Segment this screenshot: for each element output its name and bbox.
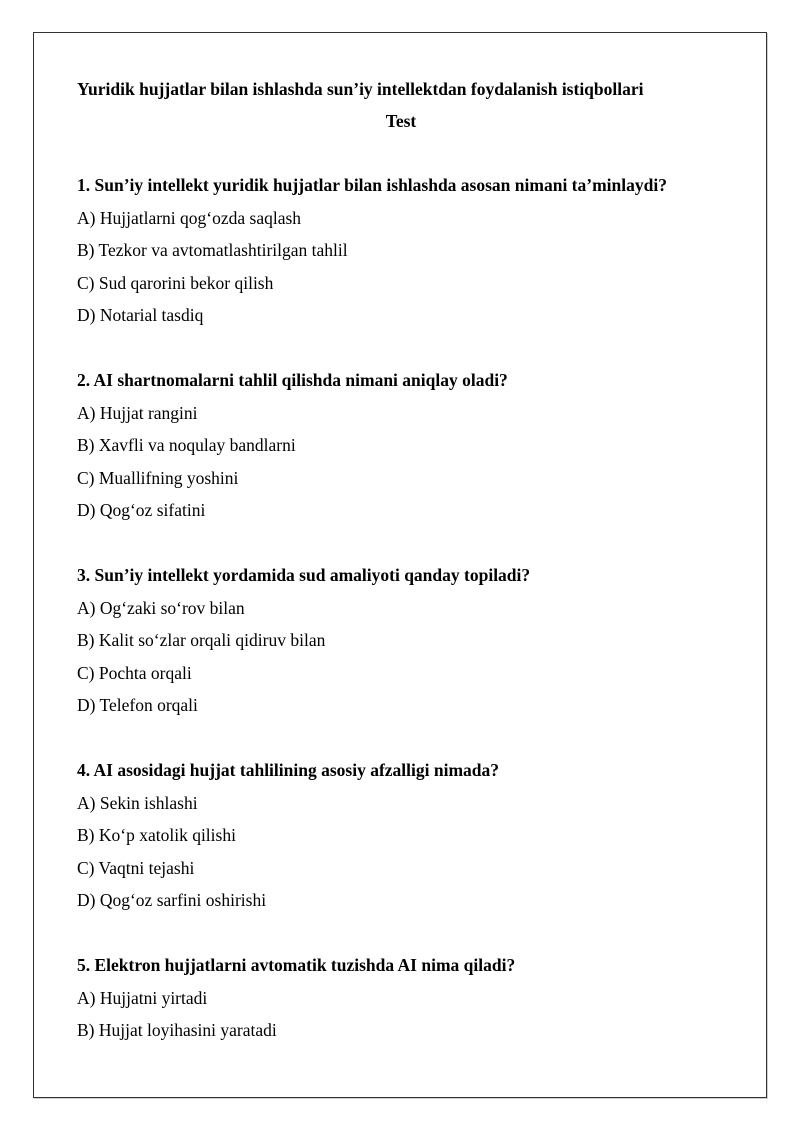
- document-title: Yuridik hujjatlar bilan ishlashda sun’iy intellektdan foydalanish istiqbollari: [77, 79, 644, 99]
- question-5: [77, 955, 766, 1053]
- question-4: [77, 760, 766, 923]
- question-1: [77, 175, 766, 338]
- option-c: C) Vaqtni tejashi: [77, 857, 195, 878]
- question-2: [77, 370, 766, 533]
- question-text: 1. Sun’iy intellekt yuridik hujjatlar bilan ishlashda asosan nimani ta’minlaydi?: [77, 175, 667, 195]
- option-b: B) Tezkor va avtomatlashtirilgan tahlil: [77, 240, 348, 260]
- option-a: A) Hujjatni yirtadi: [77, 987, 208, 1008]
- option-d: D) Telefon orqali: [77, 695, 198, 715]
- question-text: 4. AI asosidagi hujjat tahlilining asosiy afzalligi nimada?: [77, 760, 500, 780]
- option-d: D) Notarial tasdiq: [77, 305, 204, 325]
- option-a: A) Og‘zaki so‘rov bilan: [77, 597, 245, 618]
- option-a: A) Hujjatlarni qog‘ozda saqlash: [77, 207, 302, 228]
- question-text: 5. Elektron hujjatlarni avtomatik tuzishda AI nima qiladi?: [77, 955, 516, 975]
- option-b: B) Kalit so‘zlar orqali qidiruv bilan: [77, 630, 326, 650]
- page-frame: [33, 32, 767, 1098]
- option-c: C) Muallifning yoshini: [77, 467, 239, 488]
- option-a: A) Sekin ishlashi: [77, 792, 198, 813]
- question-text: 3. Sun’iy intellekt yordamida sud amaliyoti qanday topiladi?: [77, 565, 531, 585]
- option-b: B) Hujjat loyihasini yaratadi: [77, 1020, 277, 1040]
- document-subtitle: Test: [385, 111, 417, 131]
- option-b: B) Ko‘p xatolik qilishi: [77, 825, 236, 845]
- option-d: D) Qog‘oz sifatini: [77, 500, 206, 520]
- option-d: D) Qog‘oz sarfini oshirishi: [77, 890, 267, 910]
- question-text: 2. AI shartnomalarni tahlil qilishda nimani aniqlay oladi?: [77, 370, 508, 390]
- option-b: B) Xavfli va noqulay bandlarni: [77, 435, 296, 455]
- option-a: A) Hujjat rangini: [77, 402, 198, 423]
- question-3: [77, 565, 766, 728]
- option-c: C) Sud qarorini bekor qilish: [77, 272, 274, 293]
- option-c: C) Pochta orqali: [77, 662, 192, 683]
